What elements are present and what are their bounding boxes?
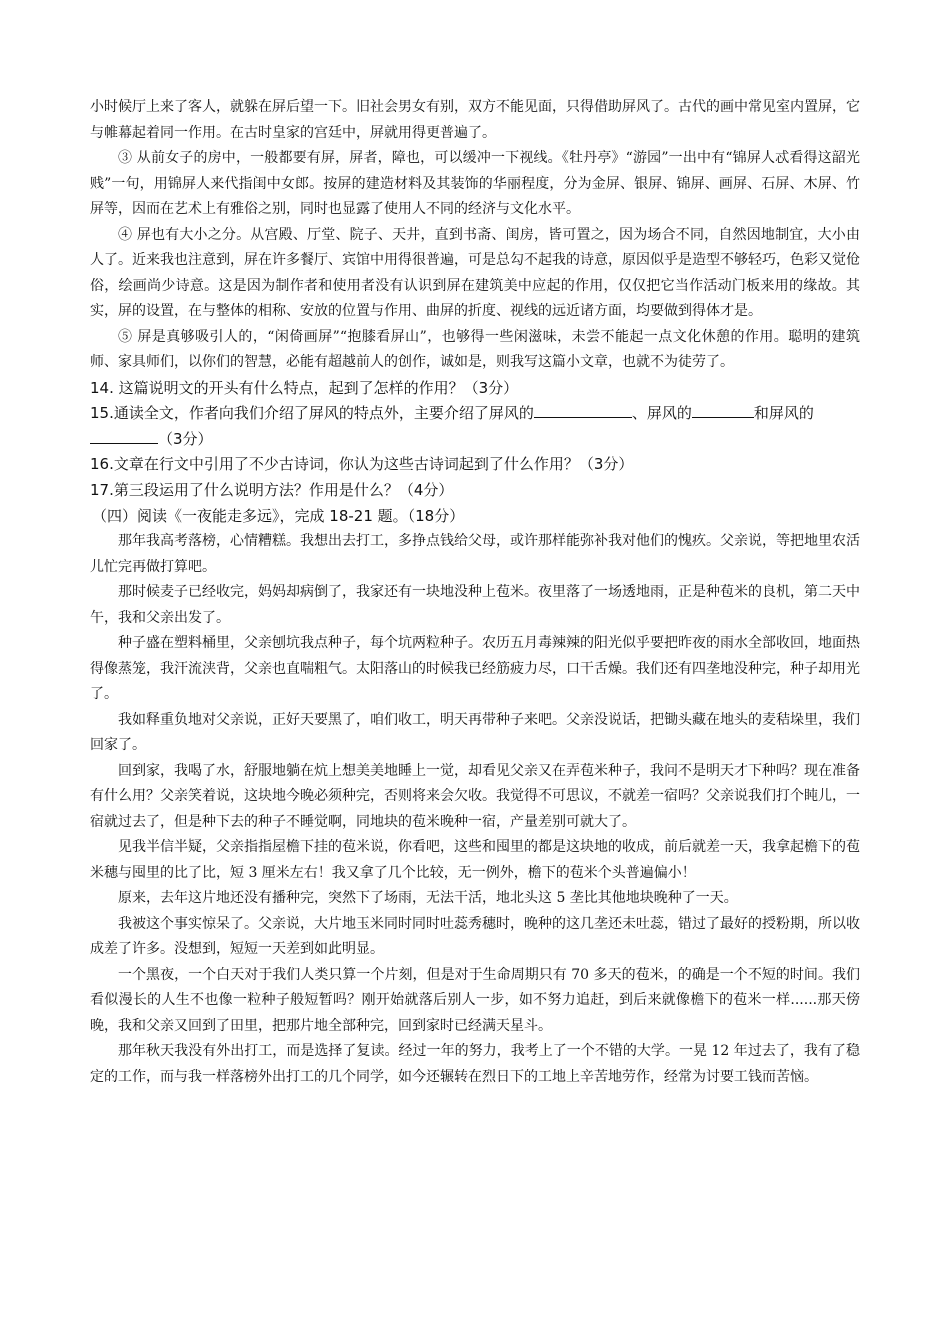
question-16: 16.文章在行文中引用了不少古诗词，你认为这些古诗词起到了什么作用？（3分）: [90, 455, 634, 473]
passage2-paragraph-8: 我被这个事实惊呆了。父亲说，大片地玉米同时同时吐蕊秀穗时，晚种的这几垄还未吐蕊，错过了最好的授粉期，所以收成差了许多。没想到，短短一天差到如此明显。: [90, 915, 860, 957]
question-15: [90, 401, 860, 452]
question-17: 17.第三段运用了什么说明方法？作用是什么？（4分）: [90, 480, 454, 499]
question-15-text-a: 15.通读全文，作者向我们介绍了屏风的特点外，主要介绍了屏风的: [90, 404, 534, 422]
passage2-paragraph-2: 那时候麦子已经收完，妈妈却病倒了，我家还有一块地没种上苞米。夜里落了一场透地雨，正是种苞米的良机，第二天中午，我和父亲出发了。: [90, 584, 860, 626]
passage2-paragraph-5: 回到家，我喝了水，舒服地躺在炕上想美美地睡上一觉，却看见父亲又在弄苞米种子，我问不是明天才下种吗？现在准备有什么用？父亲笑着说，这块地今晚必须种完，否则将来会欠收。我觉得不可思议，不就差一宿吗？父亲说我们打个盹儿，一宿就过去了，但是种下去的种子不睡觉啊，同地块的苞米晚种一宿，产量差别可就大了。: [90, 762, 860, 830]
passage2-paragraph-7: 原来，去年这片地还没有播种完，突然下了场雨，无法干活，地北头这 5 垄比其他地块晚种了一天。: [118, 890, 738, 906]
document-page: [90, 95, 860, 1090]
passage2-paragraph-10: 那年秋天我没有外出打工，而是选择了复读。经过一年的努力，我考上了一个不错的大学。一晃 12 年过去了，我有了稳定的工作，而与我一样落榜外出打工的几个同学，如今还辗转在烈日下的工地上辛苦地劳作，经常为讨要工钱而苦恼。: [90, 1043, 860, 1085]
question-15-blank-3[interactable]: [90, 429, 158, 444]
question-15-blank-2[interactable]: [692, 403, 754, 418]
question-15-text-c: 和屏风的: [753, 404, 814, 422]
passage1-paragraph-continued: 小时候厅上来了客人，就躲在屏后望一下。旧社会男女有别，双方不能见面，只得借助屏风了。古代的画中常见室内置屏，它与帷幕起着同一作用。在古时皇家的宫廷中，屏就用得更普遍了。: [90, 99, 860, 141]
passage2-paragraph-6: 见我半信半疑，父亲指指屋檐下挂的苞米说，你看吧，这些和囤里的都是这块地的收成，前后就差一天，我拿起檐下的苞米穗与囤里的比了比，短 3 厘米左右！我又拿了几个比较，无一例外，檐下的苞米个头普遍偏小！: [90, 839, 860, 881]
question-15-text-d: （3分）: [158, 429, 213, 448]
section-4-title: （四）阅读《一夜能走多远》，完成 18-21 题。（18分）: [92, 507, 465, 525]
passage1-paragraph-5: ⑤ 屏是真够吸引人的，“闲倚画屏”“抱膝看屏山”，也够得一些闲滋味，未尝不能起一点文化休憩的作用。聪明的建筑师、家具师们，以你们的智慧，必能有超越前人的创作，诚如是，则我写这篇小文章，也就不为徒劳了。: [90, 328, 860, 370]
question-15-blank-1[interactable]: [534, 403, 632, 418]
question-15-text-b: 、屏风的: [631, 404, 692, 422]
passage1-paragraph-3: ③ 从前女子的房中，一般都要有屏，屏者，障也，可以缓冲一下视线。《牡丹亭》“游园”一出中有“锦屏人忒看得这韶光贱”一句，用锦屏人来代指闺中女郎。按屏的建造材料及其装饰的华丽程度，分为金屏、银屏、锦屏、画屏、石屏、木屏、竹屏等，因而在艺术上有雅俗之别，同时也显露了使用人不同的经济与文化水平。: [90, 150, 860, 217]
passage1-paragraph-4: ④ 屏也有大小之分。从宫殿、厅堂、院子、天井，直到书斋、闺房，皆可置之，因为场合不同，自然因地制宜，大小由人了。近来我也注意到，屏在许多餐厅、宾馆中用得很普遍，可是总勾不起我的诗意，原因似乎是造型不够轻巧，色彩又觉伧俗，绘画尚少诗意。这是因为制作者和使用者没有认识到屏在建筑美中应起的作用，仅仅把它当作活动门板来用的缘故。其实，屏的设置，在与整体的相称、安放的位置与作用、曲屏的折度、视线的远近诸方面，均要做到得体才是。: [90, 226, 860, 319]
passage2-paragraph-3: 种子盛在塑料桶里，父亲刨坑我点种子，每个坑两粒种子。农历五月毒辣辣的阳光似乎要把昨夜的雨水全部收回，地面热得像蒸笼，我汗流浃背，父亲也直喘粗气。太阳落山的时候我已经筋疲力尽，口干舌燥。我们还有四垄地没种完，种子却用光了。: [90, 635, 860, 702]
passage2-paragraph-9: 一个黑夜，一个白天对于我们人类只算一个片刻，但是对于生命周期只有 70 多天的苞米，的确是一个不短的时间。我们看似漫长的人生不也像一粒种子般短暂吗？刚开始就落后别人一步，如不努力追赶，到后来就像檐下的苞米一样......那天傍晚，我和父亲又回到了田里，把那片地全部种完，回到家时已经满天星斗。: [90, 966, 860, 1034]
passage2-paragraph-4: 我如释重负地对父亲说，正好天要黑了，咱们收工，明天再带种子来吧。父亲没说话，把锄头藏在地头的麦秸垛里，我们回家了。: [90, 711, 860, 753]
passage2-paragraph-1: 那年我高考落榜，心情糟糕。我想出去打工，多挣点钱给父母，或许那样能弥补我对他们的愧疚。父亲说，等把地里农活儿忙完再做打算吧。: [90, 533, 860, 575]
question-14: 14. 这篇说明文的开头有什么特点，起到了怎样的作用？（3分）: [90, 378, 519, 397]
